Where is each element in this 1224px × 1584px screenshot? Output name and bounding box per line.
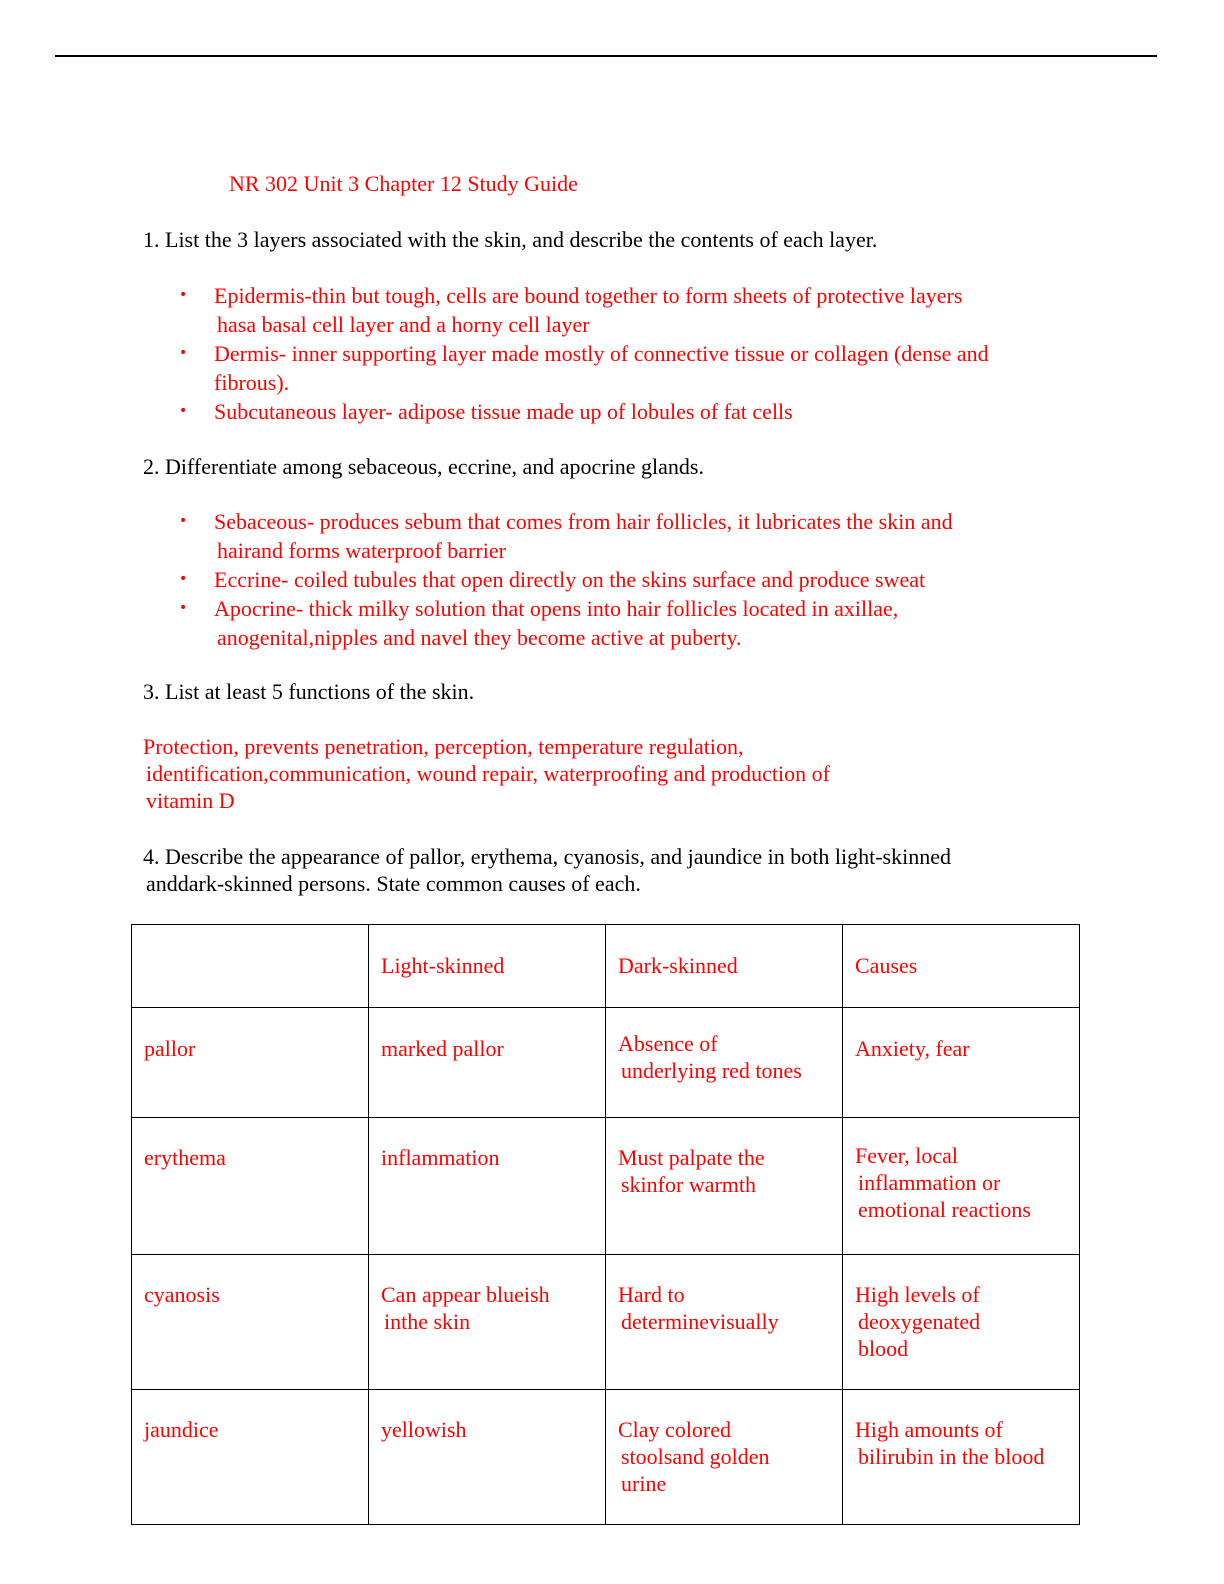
question-2-answers (143, 507, 1074, 652)
question-2: 2. Differentiate among sebaceous, eccrine, and apocrine glands. (143, 454, 704, 479)
table-row (132, 1255, 1080, 1390)
table-header-cell: Dark-skinned (606, 925, 843, 1008)
list-item: • Dermis- inner supporting layer made mostly of connective tissue or collagen (dense and fibrous). (179, 341, 989, 395)
table-cell: yellowish (369, 1390, 606, 1525)
table-cell: Fever, local inflammation or emotional reactions (843, 1118, 1080, 1255)
table-row (132, 1118, 1080, 1255)
table-cell: Must palpate the skinfor warmth (606, 1118, 843, 1255)
bullet-dot-icon: • (179, 600, 188, 616)
table-cell: Hard to determinevisually (606, 1255, 843, 1390)
header-rule (55, 55, 1157, 57)
bullet-dot-icon: • (179, 571, 188, 587)
table-cell: High amounts of bilirubin in the blood (843, 1390, 1080, 1525)
table-cell: erythema (132, 1118, 369, 1255)
table-cell: pallor (132, 1008, 369, 1118)
table-cell: marked pallor (369, 1008, 606, 1118)
table-cell: cyanosis (132, 1255, 369, 1390)
table-cell: Can appear blueish inthe skin (369, 1255, 606, 1390)
table-header-row (132, 925, 1080, 1008)
skin-color-table (131, 924, 1080, 1525)
question-3: 3. List at least 5 functions of the skin. (143, 679, 475, 704)
bullet-dot-icon: • (179, 287, 188, 303)
list-item: • Eccrine- coiled tubules that open directly on the skins surface and produce sweat (179, 567, 926, 592)
table-row (132, 1390, 1080, 1525)
bullet-dot-icon: • (179, 345, 188, 361)
table-cell: High levels of deoxygenated blood (843, 1255, 1080, 1390)
list-item: • Sebaceous- produces sebum that comes from hair follicles, it lubricates the skin and hairand forms waterproof barrier (179, 509, 953, 563)
list-item: • Subcutaneous layer- adipose tissue made up of lobules of fat cells (179, 399, 793, 424)
question-1: 1. List the 3 layers associated with the skin, and describe the contents of each layer. (143, 227, 878, 252)
table-cell: Absence of underlying red tones (606, 1008, 843, 1118)
table-cell: inflammation (369, 1118, 606, 1255)
question-3-answer: Protection, prevents penetration, perception, temperature regulation, identification,communication, wound repair, waterproofing and production of vitamin D (143, 734, 830, 813)
table-cell: Anxiety, fear (843, 1008, 1080, 1118)
table-cell: jaundice (132, 1390, 369, 1525)
page-title: NR 302 Unit 3 Chapter 12 Study Guide (229, 171, 578, 196)
table-header-cell: Causes (843, 925, 1080, 1008)
table-header-cell: Light-skinned (369, 925, 606, 1008)
list-item: • Apocrine- thick milky solution that opens into hair follicles located in axillae, anogenital,nipples and navel they become active at puberty. (179, 596, 899, 650)
list-item: • Epidermis-thin but tough, cells are bound together to form sheets of protective layers hasa basal cell layer and a horny cell layer (179, 283, 963, 337)
table-cell: Clay colored stoolsand golden urine (606, 1390, 843, 1525)
table-header-cell (132, 925, 369, 1008)
question-4: 4. Describe the appearance of pallor, erythema, cyanosis, and jaundice in both light-skinned anddark-skinned persons. State common causes of each. (143, 844, 951, 896)
bullet-dot-icon: • (179, 403, 188, 419)
bullet-dot-icon: • (179, 513, 188, 529)
table-row (132, 1008, 1080, 1118)
question-1-answers (143, 281, 1074, 426)
